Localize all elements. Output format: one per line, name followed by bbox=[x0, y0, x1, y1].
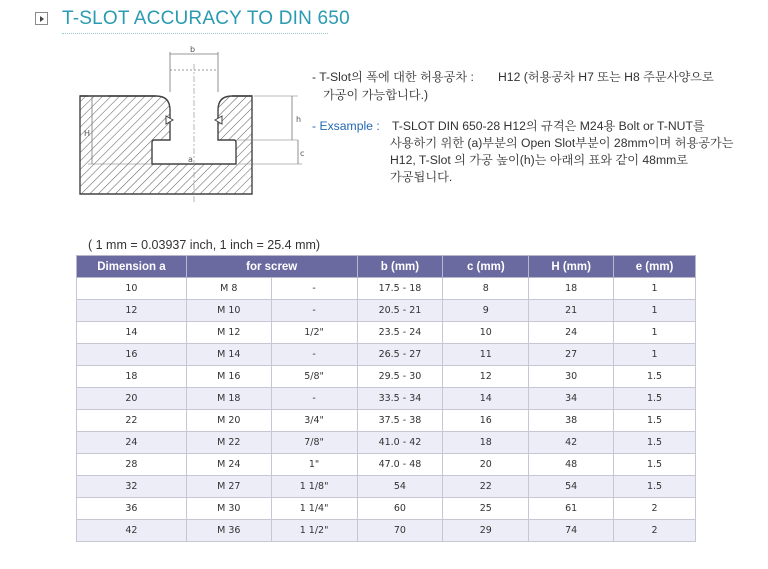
table-row bbox=[77, 454, 696, 476]
cell-b: 60 bbox=[357, 498, 443, 520]
cell-H: 61 bbox=[529, 498, 614, 520]
dim-c-label: c bbox=[300, 149, 305, 158]
cell-screw-inch: 5/8" bbox=[271, 366, 357, 388]
cell-screw-metric: M 22 bbox=[186, 432, 271, 454]
cell-c: 20 bbox=[443, 454, 529, 476]
cell-screw-metric: M 10 bbox=[186, 300, 271, 322]
cell-b: 26.5 - 27 bbox=[357, 344, 443, 366]
cell-screw-inch: 1 1/8" bbox=[271, 476, 357, 498]
t-slot-diagram bbox=[78, 44, 310, 216]
cell-c: 14 bbox=[443, 388, 529, 410]
cell-b: 37.5 - 38 bbox=[357, 410, 443, 432]
cell-screw-metric: M 36 bbox=[186, 520, 271, 542]
table-row bbox=[77, 476, 696, 498]
cell-dimension-a: 28 bbox=[77, 454, 187, 476]
example-line-1: T-SLOT DIN 650-28 H12의 규격은 M24용 Bolt or T-NUT를 bbox=[392, 119, 705, 133]
table-row bbox=[77, 388, 696, 410]
table-row bbox=[77, 278, 696, 300]
cell-e: 2 bbox=[614, 498, 696, 520]
cell-e: 1 bbox=[614, 300, 696, 322]
cell-screw-metric: M 30 bbox=[186, 498, 271, 520]
cell-b: 17.5 - 18 bbox=[357, 278, 443, 300]
table-row bbox=[77, 344, 696, 366]
cell-dimension-a: 20 bbox=[77, 388, 187, 410]
cell-screw-inch: - bbox=[271, 388, 357, 410]
dim-H-label: H bbox=[84, 129, 91, 138]
table-row bbox=[77, 410, 696, 432]
cell-e: 1 bbox=[614, 278, 696, 300]
cell-b: 20.5 - 21 bbox=[357, 300, 443, 322]
note1-text2: 가공이 가능합니다.) bbox=[323, 88, 429, 102]
cell-dimension-a: 36 bbox=[77, 498, 187, 520]
note1-text: H12 (허용공차 H7 또는 H8 주문사양으로 bbox=[498, 70, 714, 84]
cell-e: 1.5 bbox=[614, 476, 696, 498]
table-header-row bbox=[77, 256, 696, 278]
cell-dimension-a: 22 bbox=[77, 410, 187, 432]
cell-screw-metric: M 20 bbox=[186, 410, 271, 432]
cell-e: 1.5 bbox=[614, 454, 696, 476]
header-e: e (mm) bbox=[614, 256, 696, 278]
cell-dimension-a: 10 bbox=[77, 278, 187, 300]
cell-c: 9 bbox=[443, 300, 529, 322]
cell-dimension-a: 14 bbox=[77, 322, 187, 344]
example-line-2: 사용하기 위한 (a)부분의 Open Slot부분이 28mm이며 허용공가는 bbox=[390, 136, 734, 150]
cell-dimension-a: 16 bbox=[77, 344, 187, 366]
cell-c: 16 bbox=[443, 410, 529, 432]
cell-c: 11 bbox=[443, 344, 529, 366]
cell-c: 25 bbox=[443, 498, 529, 520]
cell-b: 23.5 - 24 bbox=[357, 322, 443, 344]
page-title: T-SLOT ACCURACY TO DIN 650 bbox=[62, 8, 350, 29]
cell-H: 54 bbox=[529, 476, 614, 498]
cell-H: 74 bbox=[529, 520, 614, 542]
cell-dimension-a: 42 bbox=[77, 520, 187, 542]
cell-screw-inch: - bbox=[271, 278, 357, 300]
title-underline bbox=[62, 33, 328, 34]
cell-H: 18 bbox=[529, 278, 614, 300]
cell-H: 21 bbox=[529, 300, 614, 322]
cell-e: 1 bbox=[614, 344, 696, 366]
cell-e: 1.5 bbox=[614, 388, 696, 410]
cell-dimension-a: 12 bbox=[77, 300, 187, 322]
header-H: H (mm) bbox=[529, 256, 614, 278]
header-for-screw: for screw bbox=[186, 256, 357, 278]
triangle-right-icon bbox=[35, 12, 48, 25]
cell-c: 12 bbox=[443, 366, 529, 388]
cell-e: 1 bbox=[614, 322, 696, 344]
cell-screw-inch: 3/4" bbox=[271, 410, 357, 432]
cell-screw-inch: - bbox=[271, 300, 357, 322]
cell-e: 2 bbox=[614, 520, 696, 542]
cell-screw-inch: - bbox=[271, 344, 357, 366]
cell-b: 70 bbox=[357, 520, 443, 542]
cell-dimension-a: 18 bbox=[77, 366, 187, 388]
cell-screw-inch: 7/8" bbox=[271, 432, 357, 454]
dim-b-label: b bbox=[190, 45, 196, 54]
cell-screw-inch: 1/2" bbox=[271, 322, 357, 344]
table-row bbox=[77, 322, 696, 344]
cell-screw-metric: M 18 bbox=[186, 388, 271, 410]
cell-H: 48 bbox=[529, 454, 614, 476]
cell-screw-metric: M 24 bbox=[186, 454, 271, 476]
cell-c: 18 bbox=[443, 432, 529, 454]
example-line-3: H12, T-Slot 의 가공 높이(h)는 아래의 표와 같이 48mm로 bbox=[390, 153, 689, 167]
header-dimension-a: Dimension a bbox=[77, 256, 187, 278]
example-label: - Exsample : bbox=[312, 119, 380, 133]
example-line-4: 가공됩니다. bbox=[390, 170, 453, 184]
cell-dimension-a: 32 bbox=[77, 476, 187, 498]
dim-h-label: h bbox=[296, 115, 302, 124]
cell-c: 22 bbox=[443, 476, 529, 498]
cell-dimension-a: 24 bbox=[77, 432, 187, 454]
cell-screw-metric: M 8 bbox=[186, 278, 271, 300]
table-row bbox=[77, 300, 696, 322]
note1-label: - T-Slot의 폭에 대한 허용공차 : bbox=[312, 70, 474, 84]
cell-H: 24 bbox=[529, 322, 614, 344]
cell-screw-metric: M 27 bbox=[186, 476, 271, 498]
cell-b: 29.5 - 30 bbox=[357, 366, 443, 388]
cell-screw-inch: 1" bbox=[271, 454, 357, 476]
cell-screw-metric: M 14 bbox=[186, 344, 271, 366]
table-row bbox=[77, 520, 696, 542]
header-b: b (mm) bbox=[357, 256, 443, 278]
table-row bbox=[77, 498, 696, 520]
cell-H: 30 bbox=[529, 366, 614, 388]
cell-c: 8 bbox=[443, 278, 529, 300]
cell-H: 34 bbox=[529, 388, 614, 410]
cell-b: 41.0 - 42 bbox=[357, 432, 443, 454]
t-slot-spec-table bbox=[76, 255, 696, 542]
cell-screw-inch: 1 1/4" bbox=[271, 498, 357, 520]
cell-b: 33.5 - 34 bbox=[357, 388, 443, 410]
cell-screw-inch: 1 1/2" bbox=[271, 520, 357, 542]
cell-e: 1.5 bbox=[614, 432, 696, 454]
cell-b: 54 bbox=[357, 476, 443, 498]
cell-screw-metric: M 12 bbox=[186, 322, 271, 344]
cell-H: 38 bbox=[529, 410, 614, 432]
t-slot-body bbox=[80, 96, 252, 194]
dim-a-label: a bbox=[188, 155, 193, 164]
cell-e: 1.5 bbox=[614, 410, 696, 432]
header-c: c (mm) bbox=[443, 256, 529, 278]
cell-H: 27 bbox=[529, 344, 614, 366]
cell-screw-metric: M 16 bbox=[186, 366, 271, 388]
cell-e: 1.5 bbox=[614, 366, 696, 388]
unit-conversion-note: ( 1 mm = 0.03937 inch, 1 inch = 25.4 mm) bbox=[88, 238, 321, 252]
cell-c: 29 bbox=[443, 520, 529, 542]
cell-b: 47.0 - 48 bbox=[357, 454, 443, 476]
table-row bbox=[77, 432, 696, 454]
cell-c: 10 bbox=[443, 322, 529, 344]
table-row bbox=[77, 366, 696, 388]
cell-H: 42 bbox=[529, 432, 614, 454]
